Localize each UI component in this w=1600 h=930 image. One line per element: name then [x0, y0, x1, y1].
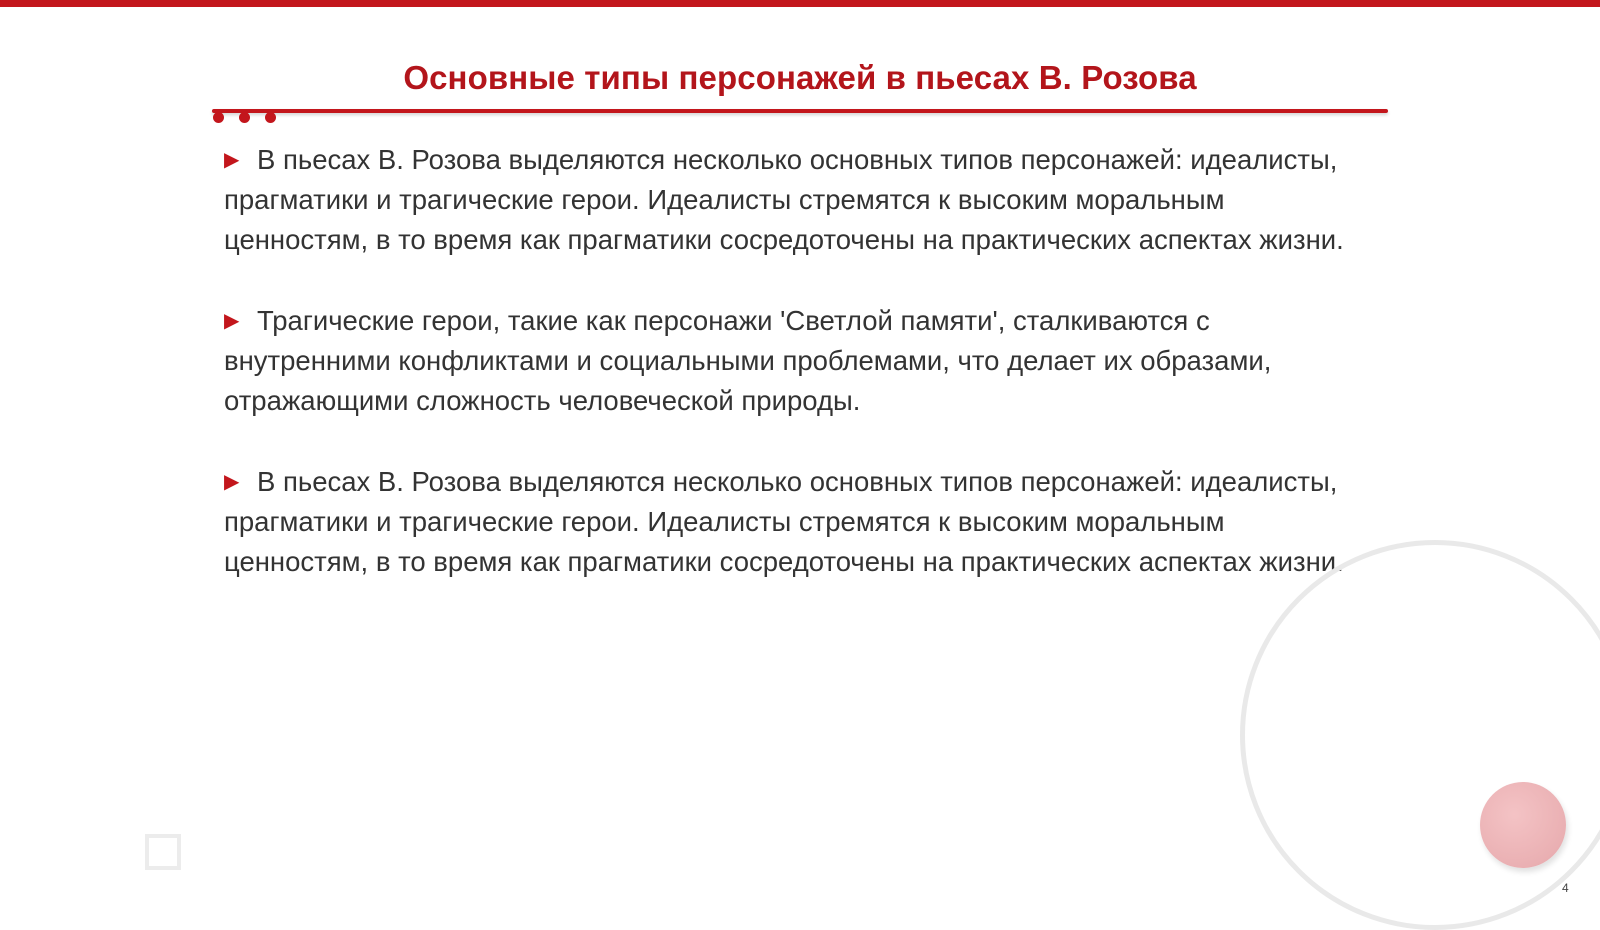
- bullet-list: [224, 140, 1354, 623]
- slide-title: Основные типы персонажей в пьесах В. Розова: [403, 59, 1197, 96]
- bullet-text: Трагические герои, такие как персонажи 'Светлой памяти', сталкиваются с внутренними конфликтами и социальными проблемами, что делает их образами, отражающими сложность человеческой природы.: [224, 305, 1272, 416]
- decor-ring: [1240, 540, 1600, 930]
- top-accent-bar: [0, 0, 1600, 7]
- bullet-text: В пьесах В. Розова выделяются несколько основных типов персонажей: идеалисты, прагматики и трагические герои. Идеалисты стремятся к высоким моральным ценностям, в то время как прагматики сосредоточены на практических аспектах жизни.: [224, 144, 1344, 255]
- decor-square: [145, 834, 181, 870]
- triangle-right-icon: ▶: [224, 149, 240, 171]
- bullet-item: [224, 462, 1354, 582]
- triangle-right-icon: ▶: [224, 310, 240, 332]
- bullet-item: [224, 140, 1354, 260]
- decor-dot: [239, 112, 250, 123]
- decor-dot: [213, 112, 224, 123]
- decor-dot: [265, 112, 276, 123]
- title-underline: [212, 109, 1388, 113]
- bullet-text: В пьесах В. Розова выделяются несколько основных типов персонажей: идеалисты, прагматики и трагические герои. Идеалисты стремятся к высоким моральным ценностям, в то время как прагматики сосредоточены на практических аспектах жизни.: [224, 466, 1344, 577]
- bullet-item: [224, 301, 1354, 421]
- page-number: 4: [1562, 881, 1569, 895]
- triangle-right-icon: ▶: [224, 471, 240, 493]
- decor-ball: [1480, 782, 1566, 868]
